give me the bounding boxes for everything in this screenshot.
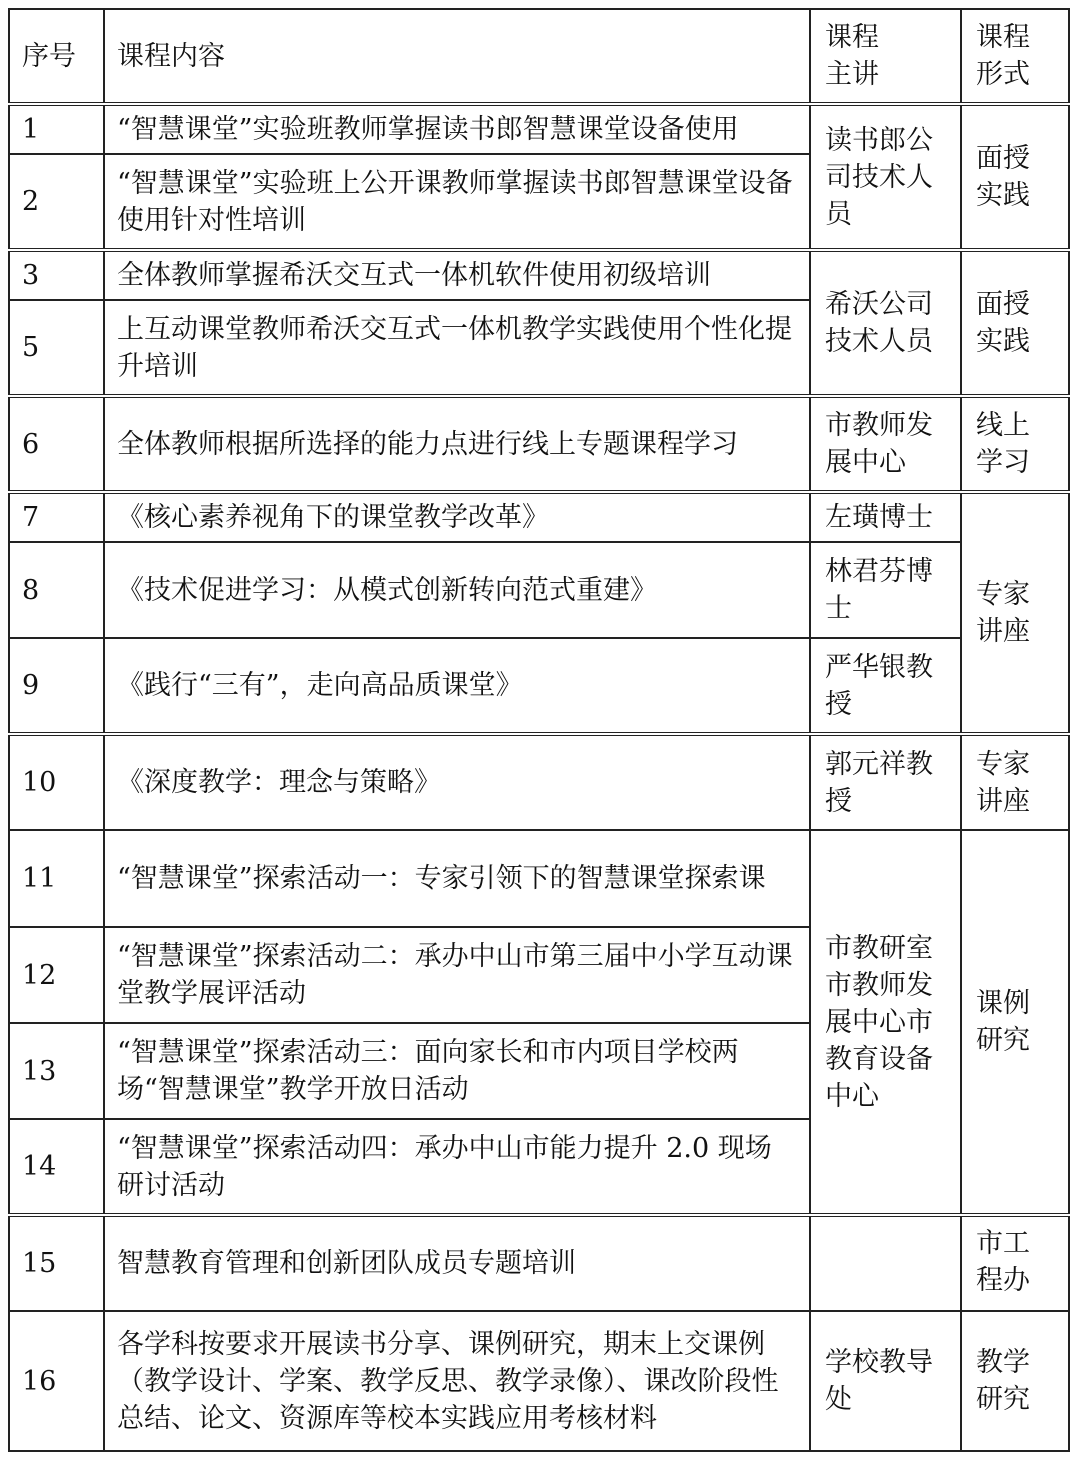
row-content: “智慧课堂”探索活动四：承办中山市能力提升 2.0 现场研讨活动 <box>104 1119 810 1215</box>
row-number: 12 <box>9 927 104 1023</box>
course-table-wrapper <box>8 8 1070 1452</box>
row-format: 专家讲座 <box>961 734 1069 830</box>
row-content: “智慧课堂”探索活动二：承办中山市第三届中小学互动课堂教学展评活动 <box>104 927 810 1023</box>
row-format: 专家讲座 <box>961 492 1069 734</box>
row-content: “智慧课堂”实验班上公开课教师掌握读书郎智慧课堂设备使用针对性培训 <box>104 154 810 250</box>
row-content: “智慧课堂”实验班教师掌握读书郎智慧课堂设备使用 <box>104 104 810 154</box>
row-content: 全体教师根据所选择的能力点进行线上专题课程学习 <box>104 396 810 492</box>
table-row <box>9 542 1069 638</box>
row-number: 5 <box>9 300 104 396</box>
row-speaker: 左璜博士 <box>810 492 961 542</box>
header-row <box>9 9 1069 104</box>
row-speaker <box>810 1215 961 1311</box>
row-number: 13 <box>9 1023 104 1119</box>
header-content: 课程内容 <box>104 9 810 104</box>
row-speaker: 严华银教授 <box>810 638 961 734</box>
row-number: 9 <box>9 638 104 734</box>
row-number: 14 <box>9 1119 104 1215</box>
row-content: 各学科按要求开展读书分享、课例研究，期末上交课例（教学设计、学案、教学反思、教学录像）、课改阶段性总结、论文、资源库等校本实践应用考核材料 <box>104 1311 810 1451</box>
row-speaker: 读书郎公司技术人员 <box>810 104 961 250</box>
row-format: 市工程办 <box>961 1215 1069 1311</box>
row-format: 教学研究 <box>961 1311 1069 1451</box>
row-content: “智慧课堂”探索活动一：专家引领下的智慧课堂探索课 <box>104 830 810 927</box>
row-number: 15 <box>9 1215 104 1311</box>
header-index: 序号 <box>9 9 104 104</box>
row-content: 全体教师掌握希沃交互式一体机软件使用初级培训 <box>104 250 810 300</box>
row-format: 课例研究 <box>961 830 1069 1215</box>
header-speaker: 课程 主讲 <box>810 9 961 104</box>
table-row <box>9 104 1069 154</box>
row-format: 面授实践 <box>961 104 1069 250</box>
row-content: 《技术促进学习：从模式创新转向范式重建》 <box>104 542 810 638</box>
row-number: 8 <box>9 542 104 638</box>
table-row <box>9 396 1069 492</box>
row-number: 1 <box>9 104 104 154</box>
row-format: 线上学习 <box>961 396 1069 492</box>
table-row <box>9 1311 1069 1451</box>
row-number: 10 <box>9 734 104 830</box>
row-content: 智慧教育管理和创新团队成员专题培训 <box>104 1215 810 1311</box>
row-speaker: 郭元祥教授 <box>810 734 961 830</box>
row-speaker: 市教师发展中心 <box>810 396 961 492</box>
table-row <box>9 734 1069 830</box>
row-content: 上互动课堂教师希沃交互式一体机教学实践使用个性化提升培训 <box>104 300 810 396</box>
row-speaker: 学校教导处 <box>810 1311 961 1451</box>
row-speaker: 林君芬博士 <box>810 542 961 638</box>
row-speaker: 市教研室市教师发展中心市教育设备中心 <box>810 830 961 1215</box>
row-format: 面授实践 <box>961 250 1069 396</box>
row-number: 7 <box>9 492 104 542</box>
table-row <box>9 638 1069 734</box>
row-content: 《核心素养视角下的课堂教学改革》 <box>104 492 810 542</box>
row-number: 16 <box>9 1311 104 1451</box>
row-content: 《践行“三有”，走向高品质课堂》 <box>104 638 810 734</box>
table-row <box>9 1215 1069 1311</box>
table-row <box>9 492 1069 542</box>
row-content: “智慧课堂”探索活动三：面向家长和市内项目学校两场“智慧课堂”教学开放日活动 <box>104 1023 810 1119</box>
table-row <box>9 830 1069 927</box>
row-speaker: 希沃公司技术人员 <box>810 250 961 396</box>
row-number: 2 <box>9 154 104 250</box>
row-number: 6 <box>9 396 104 492</box>
course-table <box>8 8 1070 1452</box>
row-content: 《深度教学：理念与策略》 <box>104 734 810 830</box>
table-row <box>9 250 1069 300</box>
row-number: 3 <box>9 250 104 300</box>
header-format: 课程 形式 <box>961 9 1069 104</box>
row-number: 11 <box>9 830 104 927</box>
